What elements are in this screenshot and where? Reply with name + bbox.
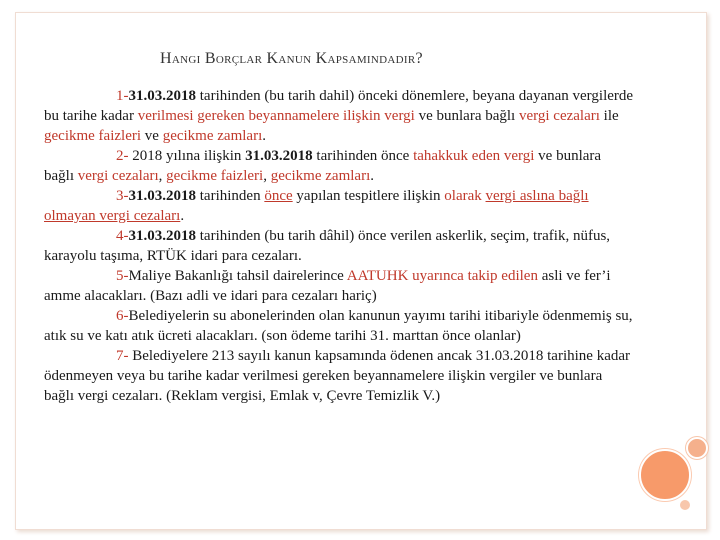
text-run: Belediyelere 213 sayılı kanun kapsamında ödenen ancak 31.03.2018 tarihine kadar ödenmeyen veya bu tarihe kadar verilmesi gereken beyannamelere ilişkin vergiler ve bunlara bağlı vergi cezaları. (Reklam vergisi, Emlak v, Çevre Temizlik V.)	[44, 348, 631, 404]
text-run: ,	[158, 168, 167, 184]
slide-title: Hangı Borçlar Kanun Kapsamındadır?	[160, 50, 423, 67]
paragraph-1	[44, 86, 634, 146]
text-run: .	[180, 208, 185, 224]
text-run: 31.03.2018	[128, 88, 196, 104]
text-run: .	[262, 128, 266, 144]
text-run: gecikme faizleri	[44, 128, 142, 144]
text-run: 2018 yılına ilişkin	[128, 148, 246, 164]
text-run: gecikme zamları	[162, 128, 263, 144]
text-run: tarihinden (bu tarih dahil) önceki dönemlere, beyana dayanan vergilerde bu tarihe kadar	[44, 88, 634, 124]
text-run: 31.03.2018	[128, 188, 196, 204]
text-run: 4-	[116, 228, 129, 244]
text-run: gecikme zamları	[270, 168, 371, 184]
paragraph-3	[44, 186, 634, 226]
text-run: vergi cezaları	[77, 168, 159, 184]
text-run: 2-	[116, 148, 129, 164]
text-run: asli ve fer’i amme alacakları. (Bazı adli ve idari para cezaları hariç)	[44, 268, 611, 304]
text-run: ile	[599, 108, 619, 124]
text-run: 31.03.2018	[245, 148, 313, 164]
paragraph-6	[44, 306, 634, 346]
text-run: vergi aslına bağlı olmayan vergi cezaları	[44, 188, 589, 224]
text-run: 7-	[116, 348, 129, 364]
text-run: 31.03.2018	[128, 228, 196, 244]
paragraph-4	[44, 226, 634, 266]
text-run: tarihinden (bu tarih dâhil) önce verilen askerlik, seçim, trafik, nüfus, karayolu taşıma, RTÜK idari para cezaları.	[44, 228, 611, 264]
text-run: tahakkuk eden vergi	[413, 148, 535, 164]
text-run: olarak	[444, 188, 486, 204]
paragraph-2	[44, 146, 634, 186]
text-run: ve bunlara bağlı	[44, 148, 602, 184]
decor-circle-large	[639, 449, 691, 501]
paragraph-7	[44, 346, 634, 406]
text-run: ve	[141, 128, 163, 144]
paragraph-5	[44, 266, 634, 306]
text-run: 6-	[116, 308, 129, 324]
text-run: ve bunlara bağlı	[414, 108, 519, 124]
text-run: gecikme faizleri	[166, 168, 264, 184]
text-run: ,	[263, 168, 271, 184]
text-run: 5-	[116, 268, 129, 284]
text-run: .	[370, 168, 374, 184]
text-run: Belediyelerin su abonelerinden olan kanunun yayımı tarihi itibariyle ödenmemiş su, atık su ve katı atık ücreti alacakları. (son ödeme tarihi 31. marttan önce olanlar)	[44, 308, 633, 344]
text-run: yapılan tespitlere ilişkin	[292, 188, 445, 204]
text-run: 3-	[116, 188, 129, 204]
text-run: verilmesi gereken beyannamelere ilişkin vergi	[137, 108, 415, 124]
decor-circle-small	[686, 437, 708, 459]
text-run: Maliye Bakanlığı tahsil dairelerince	[128, 268, 347, 284]
text-run: vergi cezaları	[518, 108, 600, 124]
text-run: AATUHK uyarınca takip edilen	[346, 268, 538, 284]
text-run: tarihinden	[196, 188, 265, 204]
text-run: tarihinden önce	[312, 148, 414, 164]
decor-circle-tiny	[680, 500, 690, 510]
text-run: önce	[264, 188, 293, 204]
text-run: 1-	[116, 88, 129, 104]
slide-content	[44, 86, 634, 406]
